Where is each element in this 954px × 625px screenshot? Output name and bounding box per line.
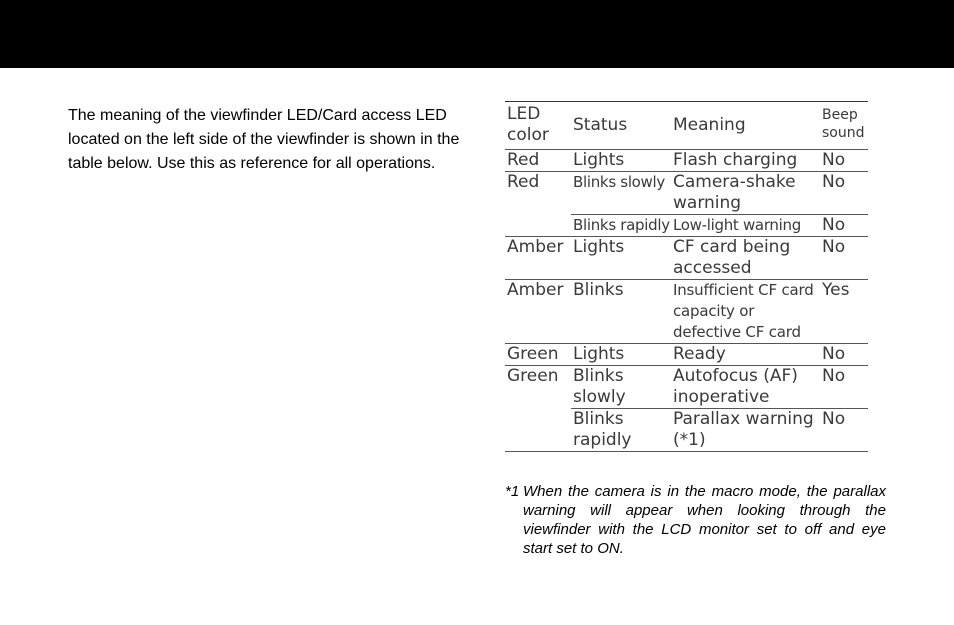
cell-status: Lights — [571, 237, 671, 280]
cell-meaning: Ready — [671, 344, 820, 366]
cell-beep: No — [820, 237, 868, 280]
cell-status: Blinks slowly — [571, 366, 671, 409]
cell-color: Green — [505, 344, 571, 366]
header-status: Status — [571, 102, 671, 150]
header-bar — [0, 0, 954, 68]
table-row — [505, 172, 868, 215]
cell-meaning: Insufficient CF card capacity or defective CF card — [671, 280, 820, 344]
cell-status: Blinks rapidly — [571, 215, 671, 237]
cell-color: Red — [505, 150, 571, 172]
header-meaning: Meaning — [671, 102, 820, 150]
table-row — [505, 237, 868, 280]
table-row — [505, 344, 868, 366]
cell-beep: No — [820, 366, 868, 409]
cell-beep: No — [820, 215, 868, 237]
cell-status: Lights — [571, 344, 671, 366]
intro-paragraph: The meaning of the viewfinder LED/Card access LED located on the left side of the viewfinder is shown in the table below. Use this as reference for all operations. — [68, 107, 460, 172]
cell-color: Amber — [505, 280, 571, 344]
cell-beep: Yes — [820, 280, 868, 344]
footnote-text: When the camera is in the macro mode, the parallax warning will appear when looking through the viewfinder with the LCD monitor set to off and eye start set to ON. — [523, 483, 886, 557]
cell-meaning: Flash charging — [671, 150, 820, 172]
footnote — [505, 482, 886, 558]
cell-color — [505, 215, 571, 237]
cell-meaning: Low-light warning — [671, 215, 820, 237]
cell-meaning: CF card being accessed — [671, 237, 820, 280]
cell-color — [505, 409, 571, 452]
cell-beep: No — [820, 172, 868, 215]
cell-status: Blinks rapidly — [571, 409, 671, 452]
table-header-row — [505, 102, 868, 150]
cell-beep: No — [820, 150, 868, 172]
header-led-color: LED color — [505, 102, 571, 150]
cell-meaning: Parallax warning (*1) — [671, 409, 820, 452]
cell-status: Lights — [571, 150, 671, 172]
footnote-marker: *1 — [505, 483, 520, 500]
table-row — [505, 150, 868, 172]
cell-beep: No — [820, 409, 868, 452]
cell-beep: No — [820, 344, 868, 366]
cell-status: Blinks slowly — [571, 172, 671, 215]
cell-color: Red — [507, 172, 540, 192]
cell-status: Blinks — [571, 280, 671, 344]
cell-meaning: Camera-shake warning — [671, 172, 820, 215]
cell-color: Green — [507, 366, 559, 386]
table-row — [505, 409, 868, 452]
table-row — [505, 215, 868, 237]
table-row — [505, 280, 868, 344]
header-beep-sound: Beep sound — [820, 102, 868, 150]
table-row — [505, 366, 868, 409]
cell-meaning: Autofocus (AF) inoperative — [671, 366, 820, 409]
cell-color: Amber — [505, 237, 571, 280]
led-status-table — [505, 101, 868, 452]
